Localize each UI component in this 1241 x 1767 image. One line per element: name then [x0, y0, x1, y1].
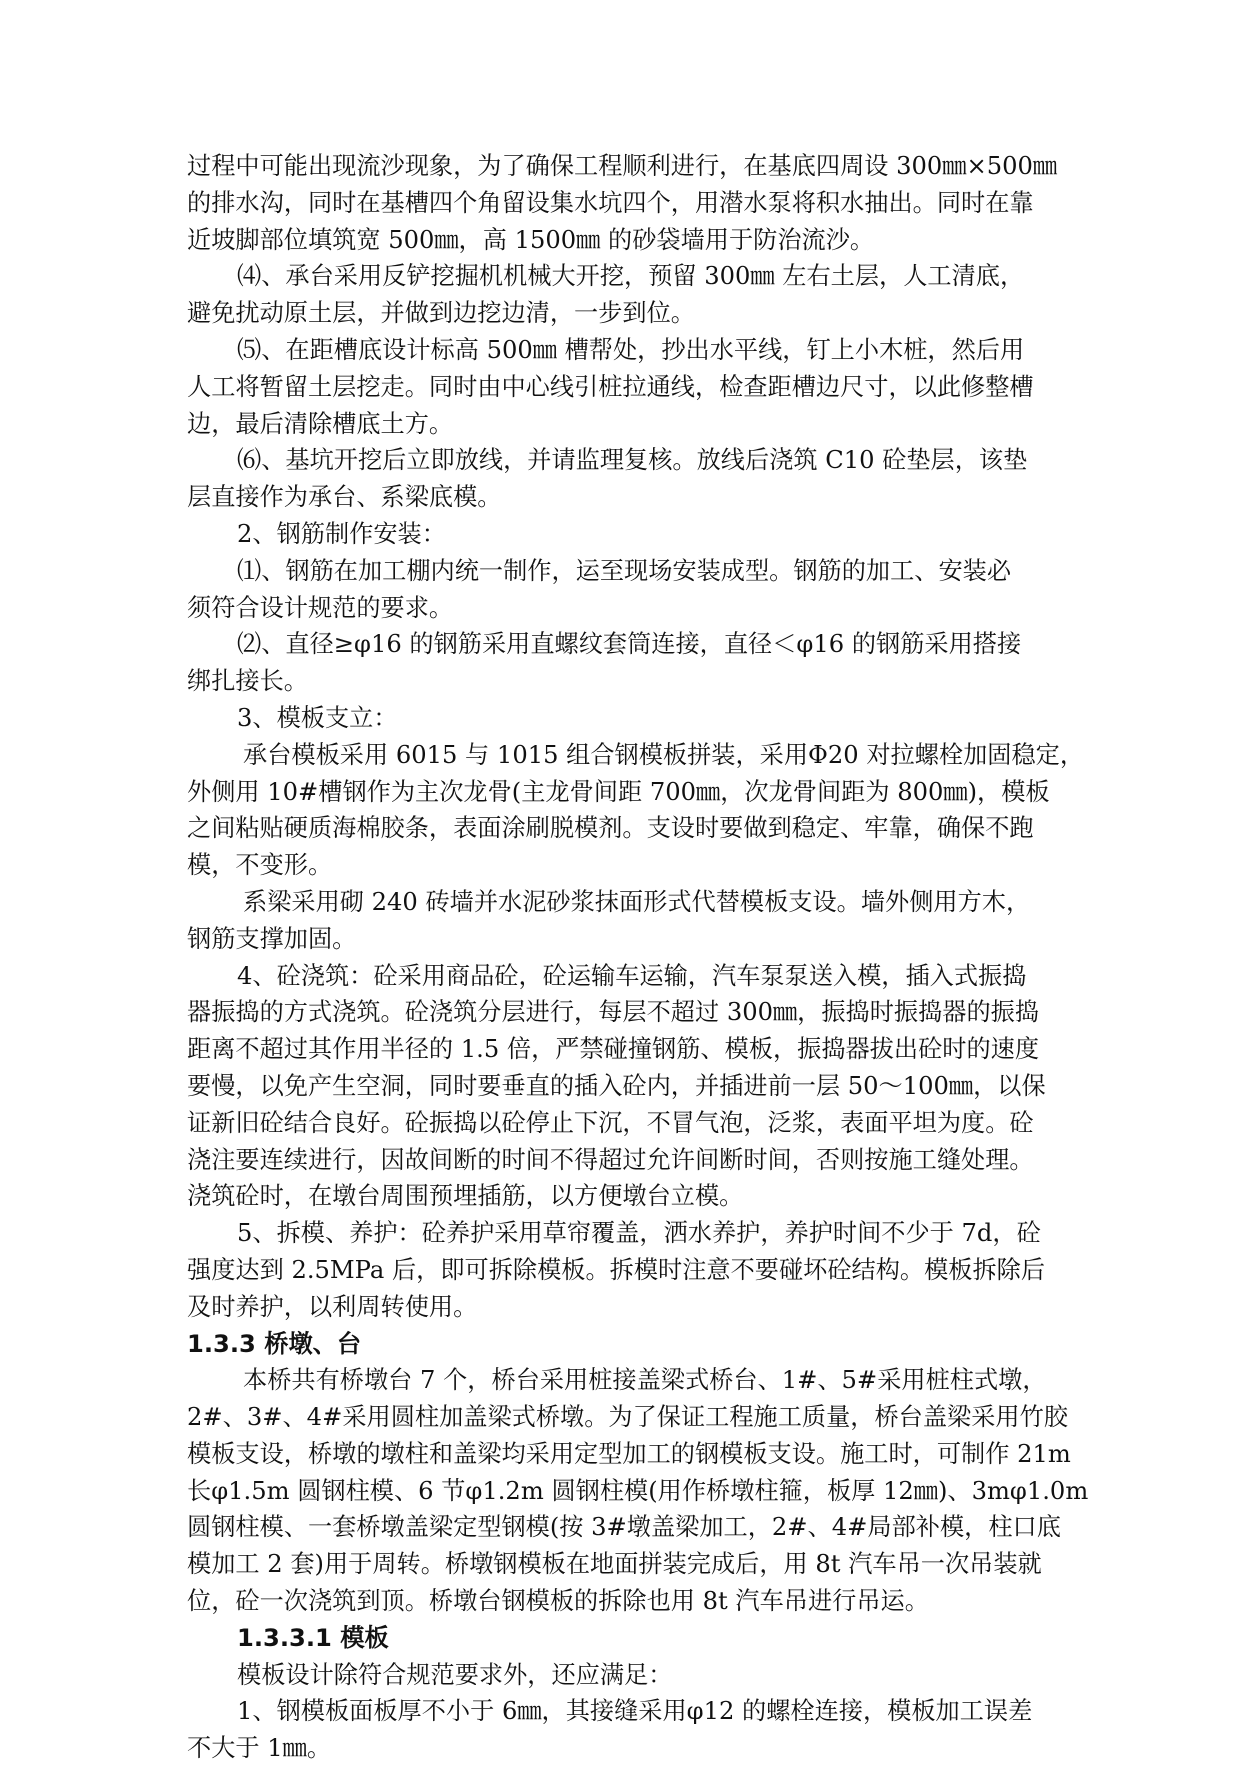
text-line: 人工将暂留土层挖走。同时由中心线引桩拉通线，检查距槽边尺寸，以此修整槽 — [187, 372, 1034, 401]
text-line: 外侧用 10#槽钢作为主次龙骨(主龙骨间距 700㎜，次龙骨间距为 800㎜)，模板 — [187, 777, 1050, 806]
text-line: 模，不变形。 — [187, 851, 333, 880]
section-heading: 5、拆模、养护：砼养护采用草帘覆盖，洒水养护，养护时间不少于 7d，砼 — [237, 1219, 1041, 1248]
text-line: ⑹、基坑开挖后立即放线，并请监理复核。放线后浇筑 C10 砼垫层，该垫 — [237, 446, 1028, 475]
text-line: 须符合设计规范的要求。 — [187, 593, 454, 622]
text-line: ⑵、直径≥φ16 的钢筋采用直螺纹套筒连接，直径＜φ16 的钢筋采用搭接 — [237, 630, 1022, 659]
text-line: ⑸、在距槽底设计标高 500㎜ 槽帮处，抄出水平线，钉上小木桩，然后用 — [237, 335, 1025, 364]
text-line: 圆钢柱模、一套桥墩盖梁定型钢模(按 3#墩盖梁加工，2#、4#局部补模，柱口底 — [187, 1513, 1061, 1542]
document-body — [187, 148, 1089, 1767]
text-line: 及时养护，以利周转使用。 — [187, 1292, 478, 1321]
text-line: 的排水沟，同时在基槽四个角留设集水坑四个，用潜水泵将积水抽出。同时在靠 — [187, 188, 1034, 217]
text-line: 避免扰动原土层，并做到边挖边清，一步到位。 — [187, 299, 695, 328]
text-line: 浇注要连续进行，因故间断的时间不得超过允许间断时间，否则按施工缝处理。 — [187, 1145, 1034, 1174]
text-line: 不大于 1㎜。 — [187, 1734, 332, 1763]
text-line: 位，砼一次浇筑到顶。桥墩台钢模板的拆除也用 8t 汽车吊进行吊运。 — [187, 1587, 929, 1616]
section-heading: 2、钢筋制作安装： — [237, 519, 446, 548]
text-line: 浇筑砼时，在墩台周围预埋插筋，以方便墩台立模。 — [187, 1182, 744, 1211]
text-line: 器振捣的方式浇筑。砼浇筑分层进行，每层不超过 300㎜，振捣时振捣器的振捣 — [187, 998, 1040, 1027]
text-line: ⑷、承台采用反铲挖掘机机械大开挖，预留 300㎜ 左右土层，人工清底， — [237, 262, 1025, 291]
text-line: 钢筋支撑加固。 — [187, 924, 357, 953]
text-line: 模板支设，桥墩的墩柱和盖梁均采用定型加工的钢模板支设。施工时，可制作 21m — [187, 1439, 1071, 1468]
text-line: 证新旧砼结合良好。砼振捣以砼停止下沉，不冒气泡，泛浆，表面平坦为度。砼 — [187, 1108, 1034, 1137]
text-line: 长φ1.5m 圆钢柱模、6 节φ1.2m 圆钢柱模(用作桥墩柱箍，板厚 12㎜)、3mφ1.0m — [187, 1476, 1089, 1505]
text-line: 近坡脚部位填筑宽 500㎜，高 1500㎜ 的砂袋墙用于防治流沙。 — [187, 225, 875, 254]
text-line: 模加工 2 套)用于周转。桥墩钢模板在地面拼装完成后，用 8t 汽车吊一次吊装就 — [187, 1550, 1042, 1579]
text-line: 之间粘贴硬质海棉胶条，表面涂刷脱模剂。支设时要做到稳定、牢靠，确保不跑 — [187, 814, 1034, 843]
text-line: 绑扎接长。 — [187, 667, 308, 696]
text-line: 边，最后清除槽底土方。 — [187, 409, 454, 438]
subsection-title: 1.3.3.1 模板 — [237, 1623, 389, 1652]
text-line: 强度达到 2.5MPa 后，即可拆除模板。拆模时注意不要碰坏砼结构。模板拆除后 — [187, 1255, 1046, 1284]
text-line: 层直接作为承台、系梁底模。 — [187, 483, 502, 512]
text-line: 承台模板采用 6015 与 1015 组合钢模板拼装，采用Φ20 对拉螺栓加固稳定， — [243, 740, 1085, 769]
text-line: ⑴、钢筋在加工棚内统一制作，运至现场安装成型。钢筋的加工、安装必 — [237, 556, 1012, 585]
text-line: 系梁采用砌 240 砖墙并水泥砂浆抹面形式代替模板支设。墙外侧用方木， — [243, 887, 1031, 916]
text-line: 1、钢模板面板厚不小于 6㎜，其接缝采用φ12 的螺栓连接，模板加工误差 — [237, 1697, 1033, 1726]
section-heading: 3、模板支立： — [237, 703, 398, 732]
section-heading: 4、砼浇筑：砼采用商品砼，砼运输车运输，汽车泵泵送入模，插入式振捣 — [237, 961, 1027, 990]
section-title: 1.3.3 桥墩、台 — [187, 1329, 362, 1358]
text-line: 过程中可能出现流沙现象，为了确保工程顺利进行，在基底四周设 300㎜×500㎜ — [187, 152, 1058, 180]
text-line: 本桥共有桥墩台 7 个，桥台采用桩接盖梁式桥台、1#、5#采用桩柱式墩， — [243, 1366, 1047, 1395]
text-line: 要慢，以免产生空洞，同时要垂直的插入砼内，并插进前一层 50～100㎜，以保 — [187, 1071, 1046, 1100]
text-line: 模板设计除符合规范要求外，还应满足： — [237, 1660, 673, 1689]
text-line: 2#、3#、4#采用圆柱加盖梁式桥墩。为了保证工程施工质量，桥台盖梁采用竹胶 — [187, 1403, 1068, 1432]
text-line: 距离不超过其作用半径的 1.5 倍，严禁碰撞钢筋、模板，振捣器拔出砼时的速度 — [187, 1035, 1040, 1064]
